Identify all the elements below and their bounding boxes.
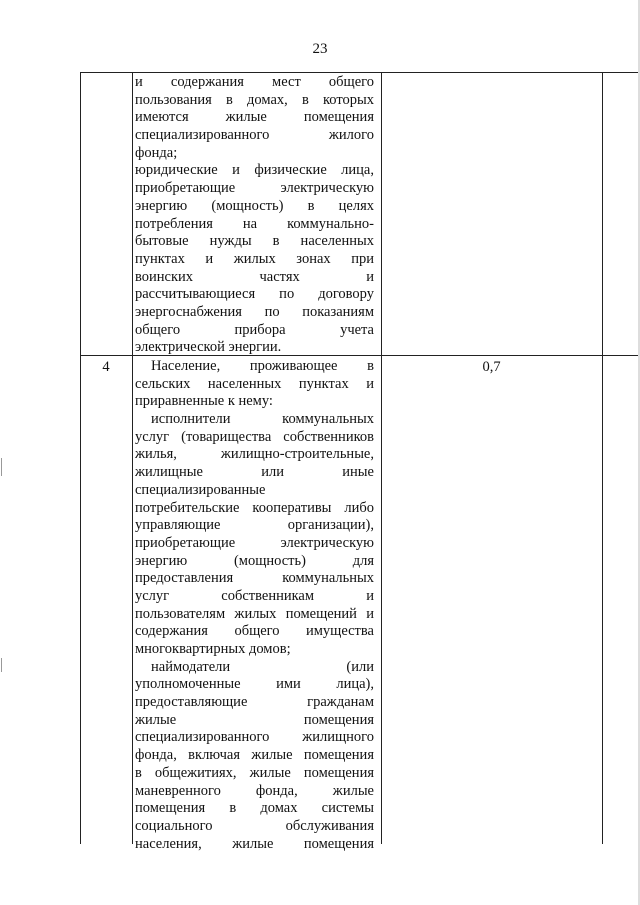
table-right-border [602,72,603,844]
text-line: Население, проживающее в [151,358,374,374]
text-line: общего прибора учета [135,321,374,338]
text-line: приравненные к нему: [135,393,273,410]
text-line: пользования в домах, в которых [135,91,374,108]
text-line: приобретающие электрическую [135,180,374,197]
text-line: уполномоченные ими лица), [135,676,374,693]
text-line: жилья, жилищно-строительные, [135,446,374,463]
text-line: юридические и физические лица, [135,162,374,179]
row-description [135,358,374,853]
tariff-table [80,72,640,852]
text-line: услуг (товарищества собственников [135,428,374,445]
text-line: фонда, включая жилые помещения [135,747,374,764]
text-line: наймодатели (или [151,658,374,675]
text-line: предоставляющие гражданам [135,694,374,711]
table-left-border [80,72,81,844]
text-line: энергию (мощность) для [135,552,374,569]
text-line: и содержания мест общего [135,74,374,90]
text-line: рассчитывающиеся по договору [135,286,374,303]
text-line: специализированные [135,481,266,498]
text-line: содержания общего имущества [135,623,374,640]
text-line: многоквартирных домов; [135,641,291,657]
text-line: специализированного жилищного [135,729,374,746]
text-line: воинских частях и [135,268,374,285]
table-top-border [80,72,640,73]
text-line: электрической энергии. [135,339,282,356]
scan-edge-marks [0,0,4,905]
text-line: приобретающие электрическую [135,534,374,551]
text-line: услуг собственникам и [135,587,374,604]
text-line: управляющие организации), [135,517,374,534]
text-line: потребления на коммунально- [135,215,374,232]
text-line: исполнители коммунальных [151,411,374,428]
row-number-cell: 4 [102,359,110,375]
text-line: помещения в домах системы [135,800,374,817]
text-line: пунктах и жилых зонах при [135,250,374,267]
coefficient-cell: 0,7 [482,359,501,375]
text-line: пользователям жилых помещений и [135,605,374,622]
text-line: жилые помещения [135,711,374,728]
text-line: специализированного жилого [135,127,374,144]
text-line: социального обслуживания [135,817,374,834]
text-line: потребительские кооперативы либо [135,499,374,516]
text-line: энергию (мощность) в целях [135,197,374,214]
page-number: 23 [312,41,328,57]
text-line: сельских населенных пунктах и [135,375,374,392]
column-divider-2 [381,72,382,844]
text-line: предоставления коммунальных [135,570,374,587]
text-line: имеются жилые помещения [135,109,374,126]
row-description [135,74,374,357]
text-line: энергоснабжения по показаниям [135,303,374,320]
text-line: фонда; [135,144,178,161]
text-line: бытовые нужды в населенных [135,233,374,250]
text-line: населения, жилые помещения [135,835,374,852]
text-line: жилищные или иные [135,464,374,481]
text-line: в общежитиях, жилые помещения [135,764,374,781]
text-line: маневренного фонда, жилые [135,782,374,799]
column-divider-1 [132,72,133,844]
